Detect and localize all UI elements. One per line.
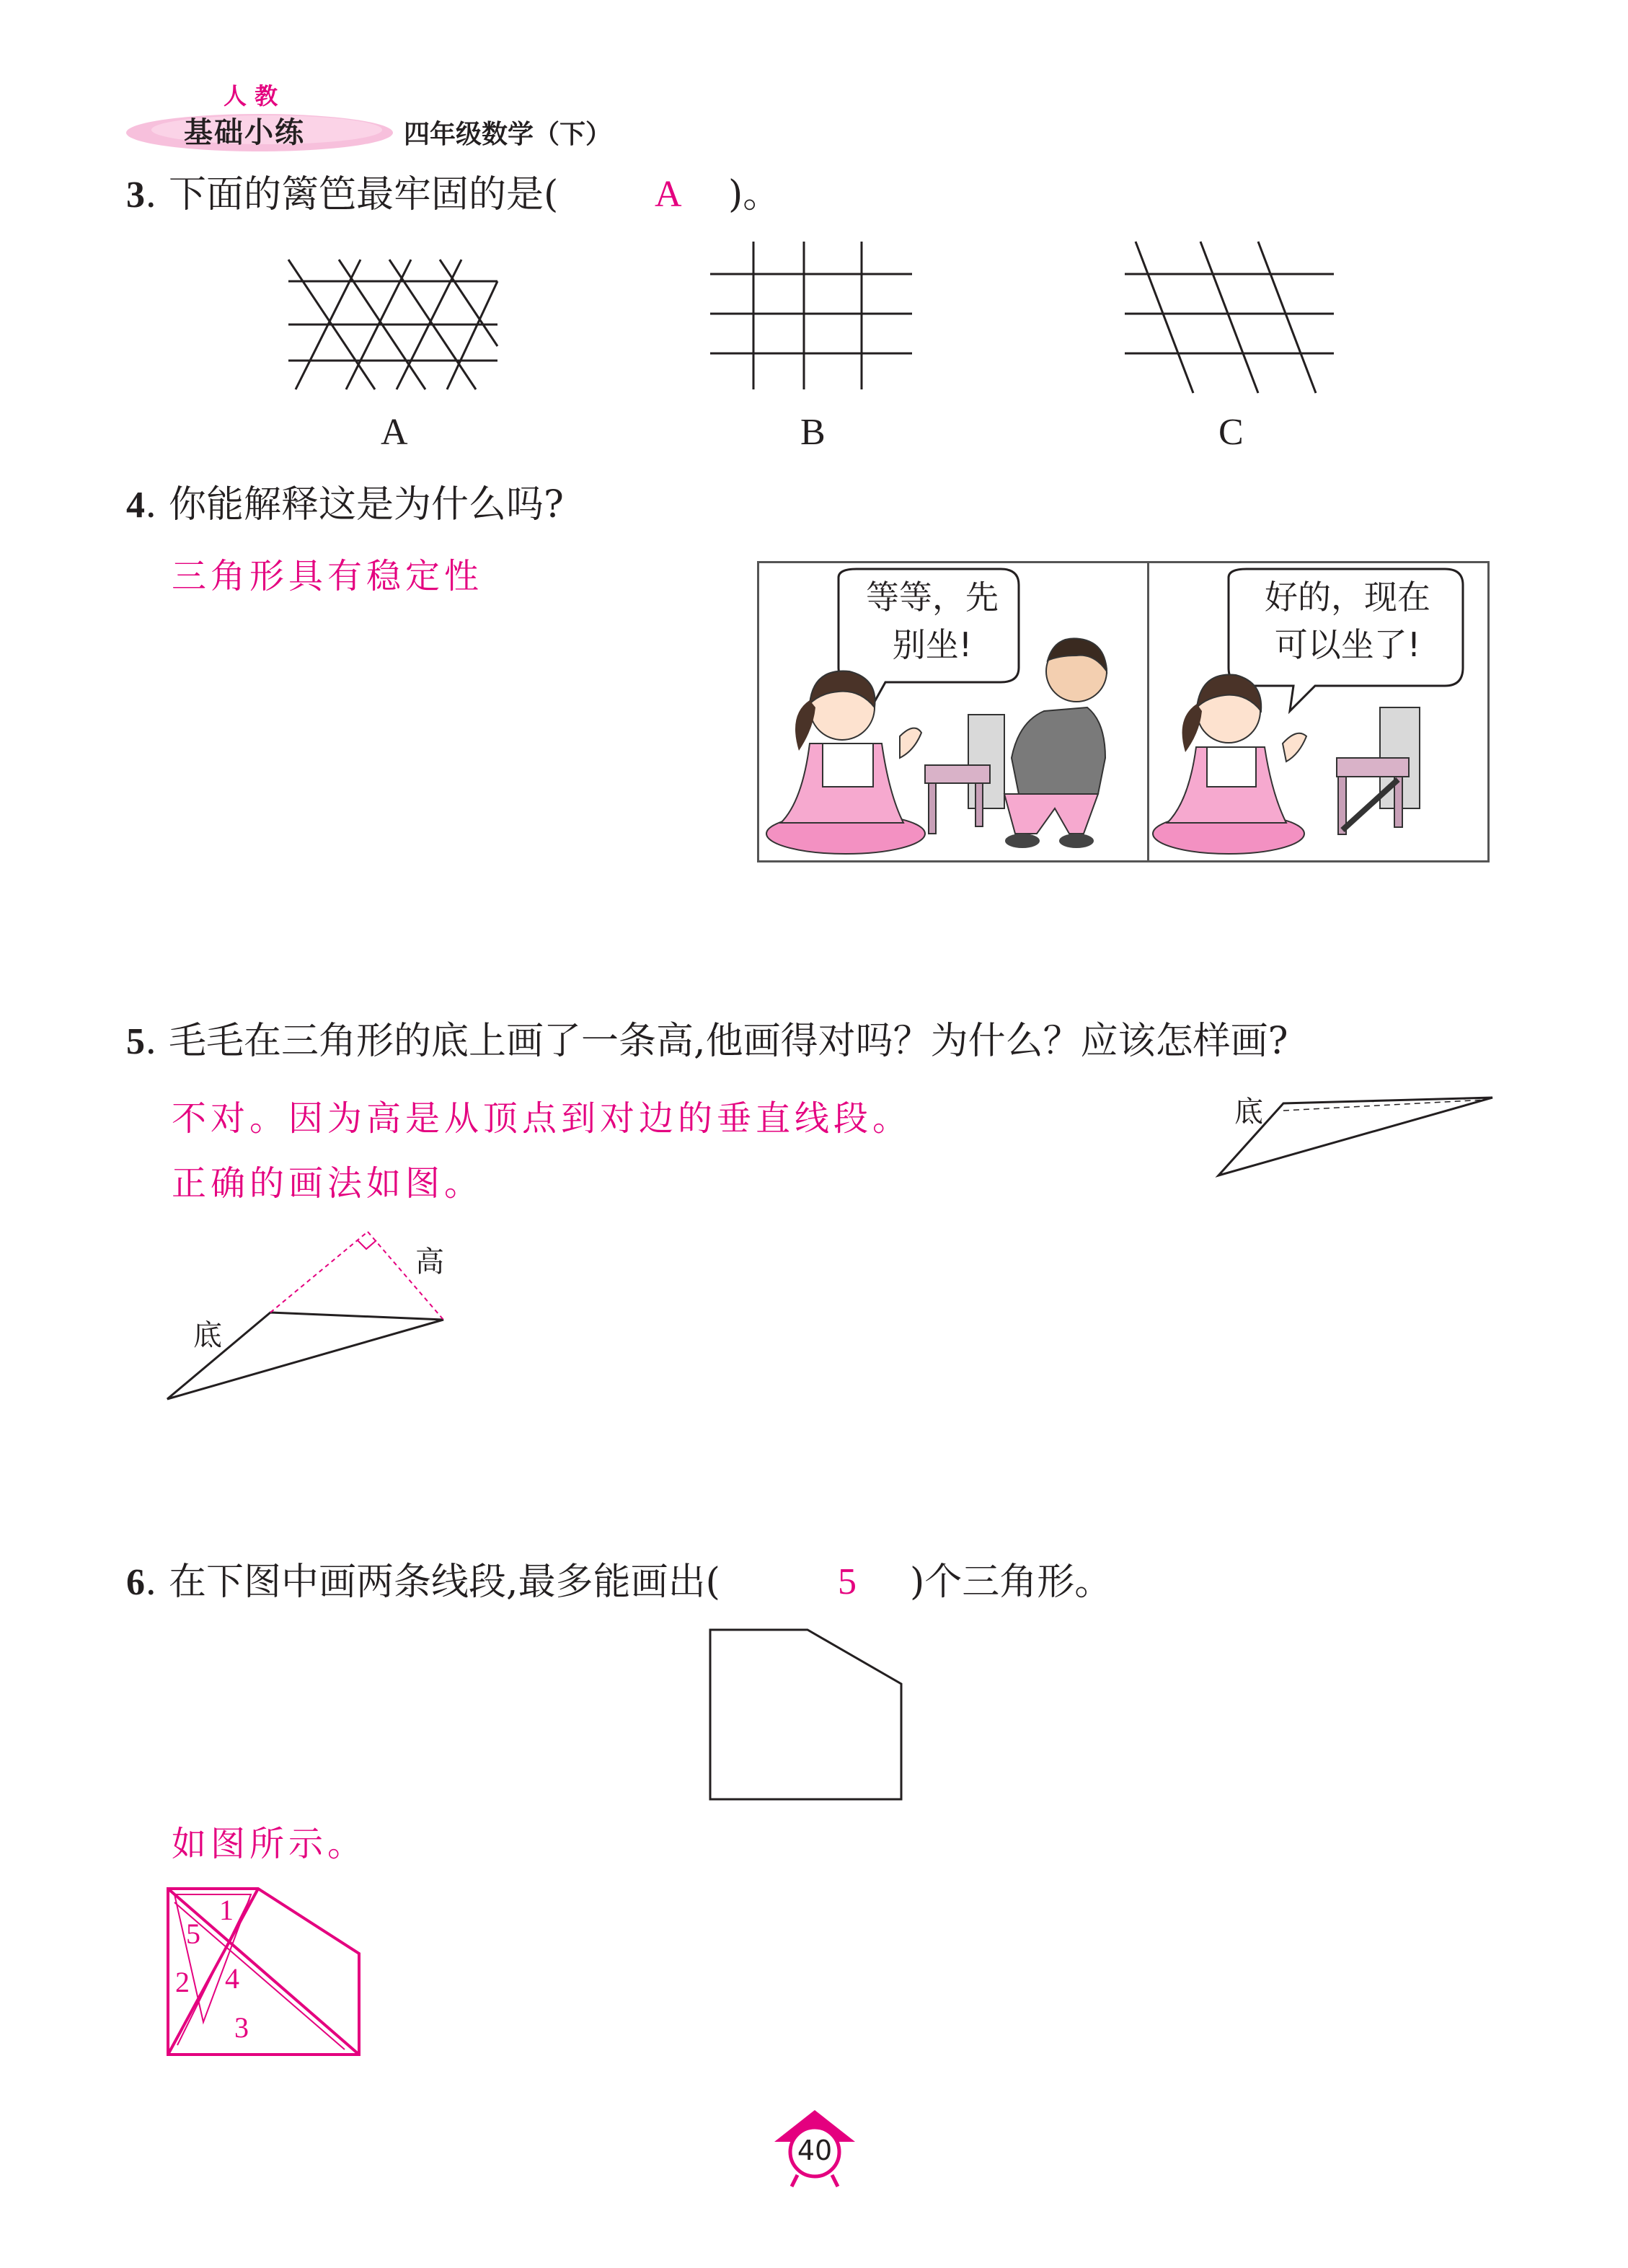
- bubble-right-line-2: 可以坐了!: [1274, 625, 1421, 664]
- page-number: 40: [797, 2135, 833, 2166]
- header-grade: 四年级数学（下）: [404, 120, 612, 149]
- q4-text: . 你能解释这是为什么吗?: [145, 483, 564, 526]
- bubble-right-text: [1232, 573, 1463, 669]
- girl-left: [766, 671, 925, 854]
- q6-number: 6: [126, 1562, 145, 1603]
- q5-prompt: [126, 1018, 1288, 1065]
- pentagon-figure: [707, 1626, 908, 1803]
- fence-a-label: A: [381, 412, 408, 453]
- q6-answer-note: 如图所示。: [172, 1824, 367, 1864]
- correct-height-label: 高: [415, 1245, 444, 1279]
- chair-right: [1337, 707, 1420, 834]
- q3-text-after: )。: [728, 173, 781, 216]
- maomao-base-label: 底: [1234, 1095, 1263, 1129]
- q6-text-before: . 在下图中画两条线段,最多能画出(: [145, 1561, 720, 1604]
- q4-number: 4: [126, 485, 145, 526]
- region-number-2: 2: [175, 1966, 190, 1998]
- q6-text-after: )个三角形。: [910, 1561, 1112, 1604]
- q3-text-before: . 下面的篱笆最牢固的是(: [145, 173, 559, 216]
- fence-c: [1121, 238, 1337, 397]
- region-number-1: 1: [219, 1894, 234, 1926]
- header-publisher: 人 教: [224, 82, 278, 110]
- q5-text: . 毛毛在三角形的底上画了一条高,他画得对吗？为什么？应该怎样画?: [145, 1020, 1288, 1063]
- bubble-right-line-1: 好的，现在: [1265, 578, 1430, 617]
- bubble-left-line-1: 等等，先: [866, 578, 999, 617]
- q3-number: 3: [126, 175, 145, 216]
- q6-prompt: [126, 1559, 720, 1606]
- q3-answer: A: [655, 174, 682, 215]
- fence-b-label: B: [800, 412, 826, 453]
- fence-c-label: C: [1218, 412, 1244, 453]
- q5-answer-line-1: 不对。因为高是从顶点到对边的垂直线段。: [172, 1098, 912, 1139]
- bubble-left-line-2: 别坐!: [892, 625, 973, 664]
- q5-number: 5: [126, 1021, 145, 1062]
- q4-prompt: [126, 482, 564, 529]
- bubble-left-text: [849, 573, 1015, 669]
- q3-prompt: [126, 172, 558, 219]
- region-number-3: 3: [234, 2011, 249, 2044]
- page-header: [123, 72, 642, 159]
- fence-a: [281, 252, 505, 397]
- q4-answer: 三角形具有稳定性: [172, 556, 484, 596]
- q6-answer: 5: [838, 1561, 857, 1602]
- chair-left: [925, 715, 1004, 834]
- correct-base-label: 底: [193, 1319, 222, 1352]
- fence-b: [707, 238, 916, 397]
- region-number-4: 4: [225, 1962, 239, 1995]
- answer-pentagon: [164, 1885, 366, 2058]
- girl-right: [1153, 675, 1306, 854]
- header-series: 基础小练: [184, 116, 305, 149]
- region-number-5: 5: [186, 1918, 200, 1950]
- q5-answer-line-2: 正确的画法如图。: [172, 1163, 484, 1204]
- comic-strip: [757, 561, 1490, 862]
